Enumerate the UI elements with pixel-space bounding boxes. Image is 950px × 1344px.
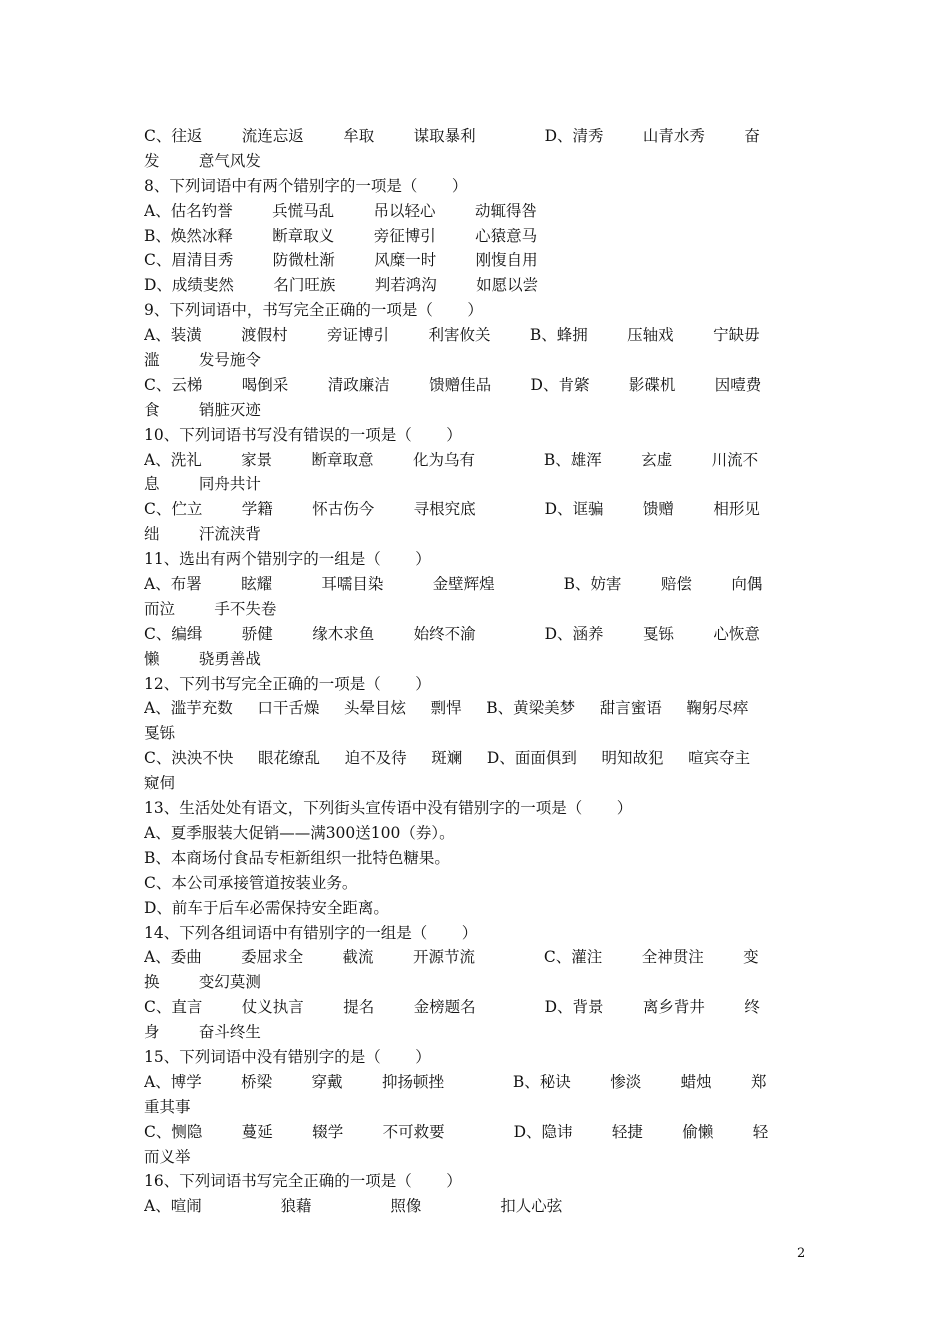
text-line: A、估名钓誉 兵慌马乱 吊以轻心 动辄得咎 <box>144 201 537 220</box>
text-line: C、云梯 喝倒采 清政廉洁 馈赠佳品 D、肯綮 影碟机 因噎费 <box>144 375 762 394</box>
text-line: 发 意气风发 <box>144 151 261 170</box>
text-line: C、往返 流连忘返 牟取 谋取暴利 D、清秀 山青水秀 奋 <box>144 127 760 145</box>
text-line: 13、生活处处有语文，下列街头宣传语中没有错别字的一项是（ ） <box>144 799 633 818</box>
text-line: 8、下列词语中有两个错别字的一项是（ ） <box>144 176 468 195</box>
text-line: 而义举 <box>144 1147 191 1166</box>
text-line: D、成绩斐然 名门旺族 判若鸿沟 如愿以尝 <box>144 276 539 295</box>
text-line: B、本商场付食品专柜新组织一批特色糖果。 <box>144 848 450 867</box>
text-line: 滥 发号施令 <box>144 351 261 370</box>
text-line: A、布署 眩耀 耳嚅目染 金壁辉煌 B、妨害 赔偿 向偶 <box>144 575 763 594</box>
text-line: 食 销脏灭迹 <box>144 400 261 419</box>
text-line: 9、下列词语中，书写完全正确的一项是（ ） <box>144 301 483 320</box>
text-line: B、焕然冰释 断章取义 旁征博引 心猿意马 <box>144 226 538 245</box>
text-line: C、眉清目秀 防微杜渐 风糜一时 刚愎自用 <box>144 251 538 270</box>
text-line: 11、选出有两个错别字的一组是（ ） <box>144 550 431 569</box>
text-line: D、前车于后车必需保持安全距离。 <box>144 898 389 917</box>
text-line: 身 奋斗终生 <box>144 1023 261 1042</box>
page-number: 2 <box>797 1246 806 1261</box>
text-line: A、洗礼 家景 断章取意 化为乌有 B、雄浑 玄虚 川流不 <box>144 450 759 469</box>
text-line: A、滥芋充数 口干舌燥 头晕目炫 剽悍 B、黄梁美梦 甜言蜜语 鞠躬尽瘁 <box>144 699 749 718</box>
text-line: A、委曲 委屈求全 截流 开源节流 C、灌注 全神贯注 变 <box>144 948 759 967</box>
text-line: 戛铄 <box>144 724 176 743</box>
text-line: C、编缉 骄健 缘木求鱼 始终不渝 D、涵养 戛铄 心恢意 <box>144 624 760 643</box>
text-line: A、夏季服装大促销——满300送100（券）。 <box>144 823 455 842</box>
text-line: 息 同舟共计 <box>144 475 261 494</box>
text-line: 重其事 <box>144 1097 191 1116</box>
question-text <box>144 124 814 1219</box>
text-line: C、本公司承接管道按装业务。 <box>144 873 358 892</box>
text-line: C、直言 仗义执言 提名 金榜题名 D、背景 离乡背井 终 <box>144 998 760 1017</box>
text-line: C、伫立 学籍 怀古伤今 寻根究底 D、诓骗 馈赠 相形见 <box>144 500 760 519</box>
text-line: 15、下列词语中没有错别字的是（ ） <box>144 1047 431 1066</box>
text-line: 绌 汗流浃背 <box>144 525 261 544</box>
text-line: 16、下列词语书写完全正确的一项是（ ） <box>144 1172 462 1191</box>
text-line: 懒 骁勇善战 <box>144 649 261 668</box>
text-line: 窥伺 <box>144 774 176 793</box>
text-line: 14、下列各组词语中有错别字的一组是（ ） <box>144 923 478 942</box>
text-line: 10、下列词语书写没有错误的一项是（ ） <box>144 425 462 444</box>
text-line: C、恻隐 蔓延 辍学 不可救要 D、隐讳 轻捷 偷懒 轻 <box>144 1122 769 1141</box>
text-line: 而泣 手不失卷 <box>144 599 277 618</box>
text-line: A、装潢 渡假村 旁证博引 利害攸关 B、蜂拥 压轴戏 宁缺毋 <box>144 326 760 345</box>
text-line: 换 变幻莫测 <box>144 973 261 992</box>
text-line: 12、下列书写完全正确的一项是（ ） <box>144 674 431 693</box>
text-line: A、喧闹 狼藉 照像 扣人心弦 <box>144 1197 563 1216</box>
text-line: C、泱泱不快 眼花缭乱 迫不及待 斑斓 D、面面俱到 明知故犯 喧宾夺主 <box>144 749 751 768</box>
text-line: A、博学 桥梁 穿戴 抑扬顿挫 B、秘诀 惨淡 蜡烛 郑 <box>144 1072 767 1091</box>
